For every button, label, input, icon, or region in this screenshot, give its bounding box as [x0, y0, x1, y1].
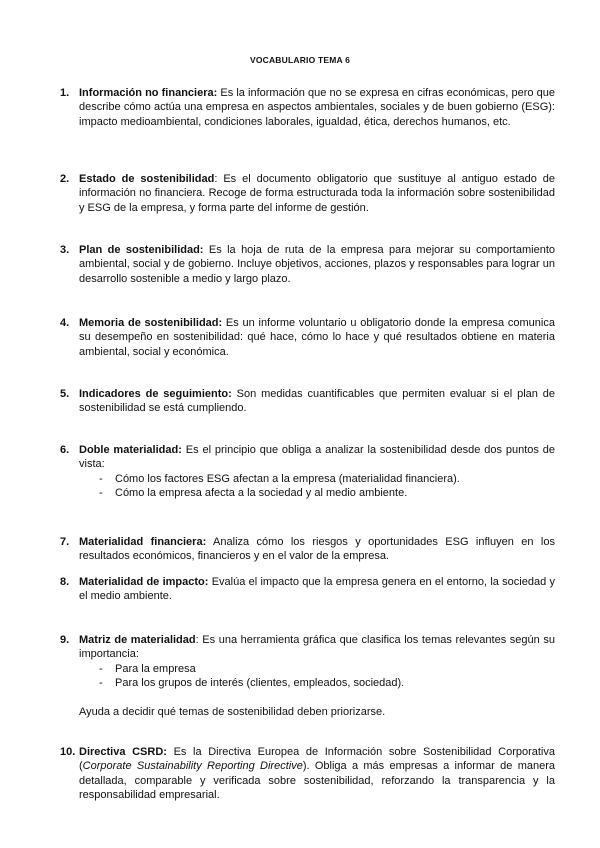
vocab-item-1: [60, 86, 555, 129]
item-definition: Son medidas cuantificables que permiten evaluar si el plan de sostenibilidad se está cumpliendo.: [79, 388, 555, 415]
item-number: 10.: [60, 746, 76, 758]
item-number: 6.: [60, 444, 70, 456]
item-definition: Es el principio que obliga a analizar la sostenibilidad desde dos puntos de vista:: [79, 444, 555, 471]
item-term: Materialidad de impacto:: [79, 576, 209, 588]
item-definition: : Es una herramienta gráfica que clasifica los temas relevantes según su importancia:: [79, 634, 555, 661]
vocab-item-3: [60, 243, 555, 286]
bullet-item: - Para la empresa: [99, 662, 196, 675]
item-number: 2.: [60, 173, 70, 185]
item-number: 9.: [60, 634, 70, 646]
item-definition-cont: ). Obliga a más empresas a informar de manera detallada, comparable y verificada sobre sostenibilidad, reforzando la transparencia y la responsabilidad empresarial.: [79, 760, 555, 802]
item-number: 3.: [60, 244, 70, 256]
item-term: Plan de sostenibilidad:: [79, 244, 204, 256]
item-definition: Es la hoja de ruta de la empresa para mejorar su comportamiento ambiental, social y de gobierno. Incluye objetivos, acciones, plazos y responsables para lograr un desarrollo sostenible a medio y largo plazo.: [79, 244, 555, 285]
vocab-item-8: [60, 575, 555, 604]
bullet-item: - Cómo la empresa afecta a la sociedad y al medio ambiente.: [99, 487, 408, 500]
item-number: 5.: [60, 388, 70, 400]
page-title: VOCABULARIO TEMA 6: [249, 55, 351, 65]
item-definition: Es la información que no se expresa en cifras económicas, pero que describe cómo actúa una empresa en aspectos ambientales, sociales y de buen gobierno (ESG): impacto medioambiental, condiciones laborales, igualdad, ética, derechos humanos, etc.: [79, 87, 555, 128]
vocab-item-4: [60, 316, 555, 359]
item-definition: : Es el documento obligatorio que sustituye al antiguo estado de información no financiera. Recoge de forma estructurada toda la información sobre sostenibilidad y ESG de la empresa, y forma parte del informe de gestión.: [79, 173, 556, 214]
item-definition: Es la Directiva Europea de Información sobre Sostenibilidad Corporativa (: [79, 746, 555, 773]
item-term: Estado de sostenibilidad: [79, 173, 215, 185]
item-definition: Analiza cómo los riesgos y oportunidades ESG influyen en los resultados económicos, financieros y en el valor de la empresa.: [79, 536, 555, 563]
item-term: Directiva CSRD:: [79, 746, 167, 758]
item-term: Matriz de materialidad: [79, 634, 196, 646]
vocab-item-9: [60, 633, 555, 719]
vocab-item-5: [60, 387, 555, 416]
vocab-item-10: [60, 745, 555, 803]
item-note: Ayuda a decidir qué temas de sostenibilidad deben priorizarse.: [79, 705, 386, 718]
item-definition: Evalúa el impacto que la empresa genera en el entorno, la sociedad y el medio ambiente.: [79, 576, 555, 603]
bullet-item: - Cómo los factores ESG afectan a la empresa (materialidad financiera).: [99, 472, 460, 485]
vocab-item-6: [60, 443, 555, 501]
item-definition: Es un informe voluntario u obligatorio donde la empresa comunica su desempeño en sostenibilidad: qué hace, cómo lo hace y qué resultados obtiene en materia ambiental, social y económica.: [79, 317, 555, 358]
item-term: Doble materialidad:: [79, 444, 182, 456]
item-term: Memoria de sostenibilidad:: [79, 317, 223, 329]
item-number: 1.: [60, 87, 70, 99]
item-term: Indicadores de seguimiento:: [79, 388, 232, 400]
vocab-item-7: [60, 535, 555, 564]
item-definition-italic: Corporate Sustainability Reporting Directive: [82, 760, 303, 773]
item-term: Materialidad financiera:: [79, 536, 207, 548]
item-term: Información no financiera:: [79, 87, 218, 99]
item-number: 8.: [60, 576, 70, 588]
item-number: 4.: [60, 317, 70, 329]
vocab-item-2: [60, 172, 555, 215]
bullet-item: - Para los grupos de interés (clientes, empleados, sociedad).: [99, 677, 405, 690]
item-number: 7.: [60, 536, 70, 548]
